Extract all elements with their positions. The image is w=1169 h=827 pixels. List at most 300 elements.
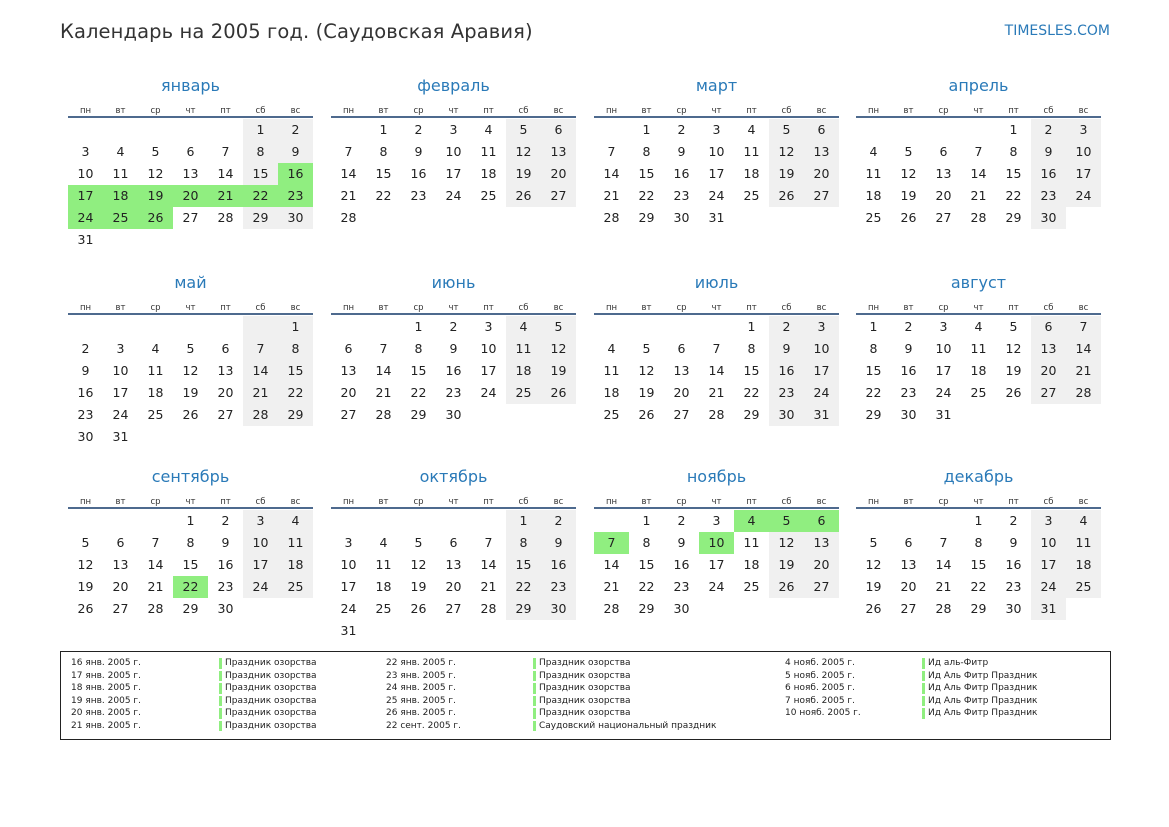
empty-cell <box>103 510 138 532</box>
day-cell: 4 <box>506 316 541 338</box>
empty-cell <box>594 510 629 532</box>
weekday-label: ср <box>676 106 687 116</box>
day-cell: 28 <box>480 601 497 616</box>
holiday-day: 22 <box>173 576 208 598</box>
day-cell: 10 <box>77 166 94 181</box>
day-cell: 30 <box>769 404 804 426</box>
empty-cell <box>68 316 103 338</box>
holiday-day: 23 <box>278 185 313 207</box>
weekday-label: ср <box>413 303 424 313</box>
weekday-label: ср <box>676 497 687 507</box>
day-grid <box>594 316 839 426</box>
empty-cell <box>1066 598 1101 620</box>
weekday-label: пн <box>79 497 92 507</box>
day-cell: 17 <box>340 579 357 594</box>
day-cell: 3 <box>712 122 721 137</box>
day-cell: 17 <box>480 363 497 378</box>
day-cell: 16 <box>217 557 234 572</box>
day-cell: 30 <box>445 407 462 422</box>
day-cell: 25 <box>480 188 497 203</box>
weekday-label: вс <box>553 106 564 116</box>
weekday-label: сб <box>255 497 266 507</box>
day-cell: 8 <box>186 535 195 550</box>
weekday-label: чт <box>973 303 984 313</box>
day-cell: 4 <box>379 535 388 550</box>
day-cell: 21 <box>1066 360 1101 382</box>
holiday-day: 19 <box>138 185 173 207</box>
weekday-label: вс <box>1078 106 1089 116</box>
holiday-name: Ид Аль Фитр Праздник <box>922 682 1037 695</box>
day-cell: 14 <box>603 166 620 181</box>
day-cell: 23 <box>900 385 917 400</box>
day-cell: 11 <box>743 535 760 550</box>
weekday-label: ср <box>938 106 949 116</box>
empty-cell <box>331 316 366 338</box>
weekday-label: пн <box>79 106 92 116</box>
day-cell: 20 <box>804 163 839 185</box>
day-cell: 3 <box>939 319 948 334</box>
day-cell: 28 <box>1066 382 1101 404</box>
day-cell: 8 <box>869 341 878 356</box>
day-cell: 12 <box>541 338 576 360</box>
day-cell: 13 <box>804 532 839 554</box>
day-cell: 14 <box>1066 338 1101 360</box>
day-cell: 29 <box>970 601 987 616</box>
day-cell: 20 <box>900 579 917 594</box>
day-cell: 17 <box>804 360 839 382</box>
weekday-label: чт <box>973 497 984 507</box>
day-cell: 30 <box>673 210 690 225</box>
day-cell: 23 <box>217 579 234 594</box>
weekday-label: сб <box>781 303 792 313</box>
empty-cell <box>278 598 313 620</box>
day-cell: 16 <box>673 557 690 572</box>
weekday-label: чт <box>973 106 984 116</box>
weekday-label: ср <box>413 106 424 116</box>
holiday-day: 20 <box>173 185 208 207</box>
empty-cell <box>208 426 243 448</box>
month-6 <box>331 273 576 426</box>
day-cell: 19 <box>77 579 94 594</box>
day-cell: 3 <box>344 535 353 550</box>
day-cell: 9 <box>541 532 576 554</box>
site-link[interactable]: TIMESLES.COM <box>1004 23 1110 39</box>
holiday-date: 6 нояб. 2005 г. <box>785 683 856 694</box>
day-cell: 6 <box>939 144 948 159</box>
day-cell: 31 <box>708 210 725 225</box>
weekday-label: пн <box>605 106 618 116</box>
day-cell: 29 <box>638 210 655 225</box>
empty-cell <box>926 510 961 532</box>
day-cell: 24 <box>804 382 839 404</box>
month-5 <box>68 273 313 448</box>
day-cell: 4 <box>1066 510 1101 532</box>
month-name: август <box>950 273 1007 292</box>
day-cell: 8 <box>379 144 388 159</box>
day-cell: 1 <box>379 122 388 137</box>
day-cell: 15 <box>638 557 655 572</box>
day-cell: 13 <box>804 141 839 163</box>
holiday-date: 26 янв. 2005 г. <box>386 708 456 719</box>
weekday-label: сб <box>518 106 529 116</box>
month-8 <box>856 273 1101 426</box>
weekday-label: пт <box>746 497 757 507</box>
day-cell: 11 <box>1066 532 1101 554</box>
day-cell: 19 <box>769 554 804 576</box>
day-cell: 9 <box>278 141 313 163</box>
day-cell: 27 <box>1031 382 1066 404</box>
day-cell: 12 <box>182 363 199 378</box>
weekday-label: пн <box>342 497 355 507</box>
day-cell: 21 <box>340 188 357 203</box>
day-cell: 17 <box>708 557 725 572</box>
day-cell: 9 <box>414 144 423 159</box>
empty-cell <box>594 119 629 141</box>
day-cell: 7 <box>712 341 721 356</box>
day-cell: 14 <box>340 166 357 181</box>
holiday-list <box>60 651 1111 740</box>
day-cell: 23 <box>1005 579 1022 594</box>
day-cell: 17 <box>112 385 129 400</box>
day-cell: 31 <box>804 404 839 426</box>
empty-cell <box>138 229 173 251</box>
day-cell: 2 <box>221 513 230 528</box>
empty-cell <box>208 316 243 338</box>
empty-cell <box>138 119 173 141</box>
day-cell: 6 <box>677 341 686 356</box>
day-cell: 8 <box>243 141 278 163</box>
day-cell: 1 <box>506 510 541 532</box>
day-grid <box>331 316 576 426</box>
weekday-label: пн <box>867 303 880 313</box>
day-cell: 7 <box>344 144 353 159</box>
holiday-date: 7 нояб. 2005 г. <box>785 695 856 706</box>
holiday-date: 19 янв. 2005 г. <box>71 695 141 706</box>
day-cell: 22 <box>865 385 882 400</box>
day-cell: 11 <box>147 363 164 378</box>
weekday-label: сб <box>255 303 266 313</box>
empty-cell <box>1066 207 1101 229</box>
empty-cell <box>541 620 576 642</box>
month-name: июнь <box>431 273 476 292</box>
day-cell: 9 <box>1009 535 1018 550</box>
day-grid <box>68 119 313 251</box>
day-cell: 22 <box>638 188 655 203</box>
weekday-header <box>331 491 576 509</box>
day-cell: 25 <box>147 407 164 422</box>
day-cell: 28 <box>603 210 620 225</box>
empty-cell <box>471 620 506 642</box>
day-cell: 25 <box>506 382 541 404</box>
weekday-label: вс <box>290 497 301 507</box>
day-cell: 2 <box>677 513 686 528</box>
empty-cell <box>173 119 208 141</box>
day-cell: 28 <box>217 210 234 225</box>
weekday-label: вс <box>1078 303 1089 313</box>
weekday-header <box>856 100 1101 118</box>
holiday-day: 6 <box>804 510 839 532</box>
day-cell: 12 <box>769 532 804 554</box>
day-cell: 25 <box>1066 576 1101 598</box>
day-cell: 25 <box>865 210 882 225</box>
day-cell: 9 <box>677 144 686 159</box>
day-cell: 1 <box>278 316 313 338</box>
holiday-name: Праздник озорства <box>219 670 317 683</box>
empty-cell <box>103 229 138 251</box>
day-cell: 30 <box>1005 601 1022 616</box>
weekday-label: чт <box>185 497 196 507</box>
day-cell: 22 <box>278 382 313 404</box>
day-cell: 15 <box>243 163 278 185</box>
day-cell: 14 <box>708 363 725 378</box>
day-cell: 5 <box>81 535 90 550</box>
weekday-label: пн <box>342 106 355 116</box>
day-cell: 21 <box>147 579 164 594</box>
day-cell: 13 <box>1031 338 1066 360</box>
empty-cell <box>366 510 401 532</box>
weekday-header <box>594 100 839 118</box>
empty-cell <box>138 510 173 532</box>
day-cell: 31 <box>1031 598 1066 620</box>
day-cell: 27 <box>182 210 199 225</box>
day-cell: 22 <box>410 385 427 400</box>
empty-cell <box>366 207 401 229</box>
day-cell: 10 <box>340 557 357 572</box>
holiday-name: Праздник озорства <box>219 682 317 695</box>
weekday-label: пт <box>746 303 757 313</box>
holiday-date: 23 янв. 2005 г. <box>386 670 456 681</box>
day-cell: 29 <box>1005 210 1022 225</box>
day-cell: 5 <box>904 144 913 159</box>
day-cell: 2 <box>904 319 913 334</box>
day-cell: 20 <box>217 385 234 400</box>
day-cell: 17 <box>708 166 725 181</box>
day-cell: 18 <box>278 554 313 576</box>
weekday-label: чт <box>448 497 459 507</box>
day-cell: 7 <box>607 144 616 159</box>
day-cell: 15 <box>278 360 313 382</box>
weekday-label: сб <box>518 303 529 313</box>
weekday-label: ср <box>150 497 161 507</box>
weekday-header <box>331 297 576 315</box>
day-cell: 5 <box>541 316 576 338</box>
holiday-date: 25 янв. 2005 г. <box>386 695 456 706</box>
day-cell: 13 <box>182 166 199 181</box>
holiday-day: 22 <box>243 185 278 207</box>
holiday-date: 22 янв. 2005 г. <box>386 658 456 668</box>
day-cell: 29 <box>638 601 655 616</box>
day-cell: 3 <box>804 316 839 338</box>
weekday-label: пн <box>867 497 880 507</box>
holiday-day: 5 <box>769 510 804 532</box>
weekday-header <box>68 297 313 315</box>
empty-cell <box>278 229 313 251</box>
day-cell: 19 <box>865 579 882 594</box>
empty-cell <box>366 620 401 642</box>
day-cell: 7 <box>243 338 278 360</box>
day-cell: 4 <box>484 122 493 137</box>
day-cell: 2 <box>1031 119 1066 141</box>
day-cell: 2 <box>541 510 576 532</box>
weekday-label: сб <box>781 106 792 116</box>
day-cell: 8 <box>414 341 423 356</box>
day-cell: 21 <box>480 579 497 594</box>
day-cell: 20 <box>1031 360 1066 382</box>
day-cell: 18 <box>1066 554 1101 576</box>
day-cell: 10 <box>1066 141 1101 163</box>
empty-cell <box>506 404 541 426</box>
day-cell: 28 <box>708 407 725 422</box>
day-cell: 24 <box>480 385 497 400</box>
day-grid <box>594 119 839 229</box>
day-cell: 6 <box>541 119 576 141</box>
weekday-label: вс <box>1078 497 1089 507</box>
day-cell: 11 <box>375 557 392 572</box>
holiday-name: Праздник озорства <box>219 720 317 733</box>
holiday-name: Ид Аль Фитр Праздник <box>922 670 1037 683</box>
day-cell: 16 <box>1005 557 1022 572</box>
day-cell: 7 <box>1066 316 1101 338</box>
day-cell: 20 <box>340 385 357 400</box>
weekday-label: пт <box>483 497 494 507</box>
weekday-label: пт <box>1008 497 1019 507</box>
day-cell: 19 <box>182 385 199 400</box>
holiday-name: Саудовский национальный праздник <box>533 720 716 733</box>
empty-cell <box>331 510 366 532</box>
day-cell: 11 <box>480 144 497 159</box>
month-name: октябрь <box>419 467 488 486</box>
weekday-label: ср <box>938 497 949 507</box>
holiday-day: 7 <box>594 532 629 554</box>
empty-cell <box>436 510 471 532</box>
day-cell: 10 <box>445 144 462 159</box>
holiday-day: 26 <box>138 207 173 229</box>
day-cell: 15 <box>743 363 760 378</box>
day-cell: 24 <box>1066 185 1101 207</box>
day-cell: 18 <box>506 360 541 382</box>
month-9 <box>68 467 313 620</box>
empty-cell <box>541 404 576 426</box>
holiday-date: 10 нояб. 2005 г. <box>785 708 861 719</box>
day-grid <box>856 119 1101 229</box>
day-cell: 26 <box>769 185 804 207</box>
day-cell: 3 <box>1066 119 1101 141</box>
day-cell: 18 <box>865 188 882 203</box>
day-cell: 29 <box>243 207 278 229</box>
empty-cell <box>996 404 1031 426</box>
empty-cell <box>103 119 138 141</box>
holiday-day: 4 <box>734 510 769 532</box>
day-cell: 1 <box>1009 122 1018 137</box>
day-cell: 1 <box>747 319 756 334</box>
day-cell: 24 <box>1031 576 1066 598</box>
day-cell: 12 <box>900 166 917 181</box>
day-cell: 7 <box>484 535 493 550</box>
day-cell: 15 <box>182 557 199 572</box>
holiday-date: 17 янв. 2005 г. <box>71 670 141 681</box>
day-cell: 20 <box>445 579 462 594</box>
day-cell: 16 <box>769 360 804 382</box>
day-cell: 10 <box>243 532 278 554</box>
day-cell: 9 <box>81 363 90 378</box>
day-cell: 8 <box>747 341 756 356</box>
month-name: январь <box>161 76 220 95</box>
holiday-name: Праздник озорства <box>533 657 631 670</box>
day-grid <box>68 510 313 620</box>
empty-cell <box>401 510 436 532</box>
day-cell: 5 <box>414 535 423 550</box>
day-cell: 26 <box>541 382 576 404</box>
day-cell: 21 <box>708 385 725 400</box>
weekday-header <box>856 491 1101 509</box>
day-cell: 15 <box>865 363 882 378</box>
day-cell: 25 <box>970 385 987 400</box>
month-name: ноябрь <box>686 467 747 486</box>
day-cell: 31 <box>935 407 952 422</box>
holiday-date: 21 янв. 2005 г. <box>71 720 141 731</box>
day-cell: 23 <box>445 385 462 400</box>
day-cell: 22 <box>375 188 392 203</box>
empty-cell <box>699 598 734 620</box>
weekday-label: вт <box>378 497 389 507</box>
day-cell: 21 <box>375 385 392 400</box>
day-cell: 14 <box>970 166 987 181</box>
day-cell: 7 <box>151 535 160 550</box>
day-cell: 1 <box>869 319 878 334</box>
day-cell: 13 <box>935 166 952 181</box>
empty-cell <box>961 119 996 141</box>
day-cell: 30 <box>900 407 917 422</box>
day-cell: 4 <box>869 144 878 159</box>
day-cell: 3 <box>116 341 125 356</box>
day-cell: 13 <box>541 141 576 163</box>
day-cell: 3 <box>712 513 721 528</box>
day-cell: 26 <box>506 185 541 207</box>
page-title: Календарь на 2005 год. (Саудовская Аравия) <box>60 20 533 43</box>
day-cell: 16 <box>541 554 576 576</box>
day-cell: 8 <box>278 338 313 360</box>
weekday-label: вс <box>816 303 827 313</box>
day-cell: 4 <box>116 144 125 159</box>
day-cell: 17 <box>1031 554 1066 576</box>
day-cell: 26 <box>182 407 199 422</box>
day-cell: 23 <box>541 576 576 598</box>
weekday-label: пт <box>220 303 231 313</box>
day-cell: 26 <box>865 601 882 616</box>
day-cell: 27 <box>900 601 917 616</box>
weekday-header <box>856 297 1101 315</box>
day-cell: 21 <box>603 579 620 594</box>
day-grid <box>856 316 1101 426</box>
day-cell: 6 <box>804 119 839 141</box>
holiday-date: 20 янв. 2005 г. <box>71 708 141 719</box>
day-cell: 23 <box>1031 185 1066 207</box>
day-cell: 27 <box>541 185 576 207</box>
holiday-name: Праздник озорства <box>219 707 317 720</box>
day-cell: 16 <box>410 166 427 181</box>
weekday-label: вт <box>378 106 389 116</box>
weekday-header <box>68 491 313 509</box>
day-cell: 30 <box>673 601 690 616</box>
day-cell: 30 <box>217 601 234 616</box>
day-cell: 25 <box>278 576 313 598</box>
empty-cell <box>926 119 961 141</box>
empty-cell <box>208 119 243 141</box>
weekday-label: ср <box>676 303 687 313</box>
day-cell: 31 <box>112 429 129 444</box>
day-cell: 2 <box>278 119 313 141</box>
day-cell: 3 <box>1031 510 1066 532</box>
